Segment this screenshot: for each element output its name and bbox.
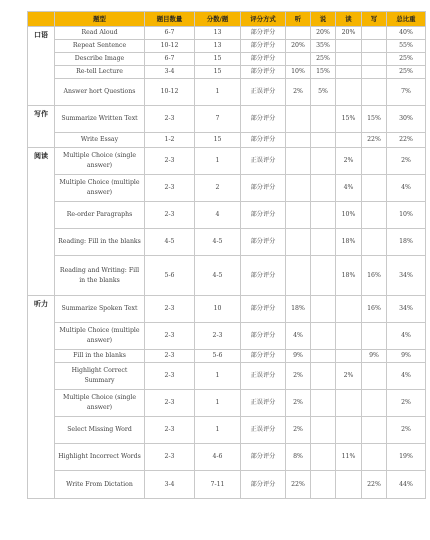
score-per-question-cell: 2-3 xyxy=(195,323,241,350)
reading-cell xyxy=(336,133,362,148)
writing-cell xyxy=(362,53,387,66)
question-count-cell: 5-6 xyxy=(145,256,195,296)
listening-cell: 2% xyxy=(286,390,311,417)
task-cell: Read Aloud xyxy=(55,27,145,40)
score-per-question-cell: 4-5 xyxy=(195,256,241,296)
total-weight-cell: 25% xyxy=(387,53,426,66)
listening-cell: 10% xyxy=(286,66,311,79)
total-weight-cell: 10% xyxy=(387,202,426,229)
table-row xyxy=(28,350,426,363)
question-count-cell: 2-3 xyxy=(145,296,195,323)
question-count-cell: 2-3 xyxy=(145,417,195,444)
speaking-cell: 15% xyxy=(311,66,336,79)
task-cell: Summarize Written Text xyxy=(55,106,145,133)
writing-cell xyxy=(362,202,387,229)
listening-cell xyxy=(286,256,311,296)
table-row xyxy=(28,79,426,106)
table-container xyxy=(27,11,426,499)
writing-cell xyxy=(362,390,387,417)
task-cell: Multiple Choice (multiple answer) xyxy=(55,323,145,350)
total-weight-cell: 34% xyxy=(387,296,426,323)
scoring-method-cell: 部分评分 xyxy=(241,175,286,202)
total-weight-cell: 25% xyxy=(387,66,426,79)
question-count-cell: 2-3 xyxy=(145,175,195,202)
score-per-question-cell: 15 xyxy=(195,66,241,79)
reading-cell: 2% xyxy=(336,148,362,175)
score-per-question-cell: 15 xyxy=(195,133,241,148)
listening-cell: 22% xyxy=(286,471,311,499)
scoring-method-cell: 部分评分 xyxy=(241,40,286,53)
total-weight-cell: 9% xyxy=(387,350,426,363)
listening-cell xyxy=(286,27,311,40)
speaking-cell xyxy=(311,148,336,175)
task-cell: Highlight Incorrect Words xyxy=(55,444,145,471)
score-per-question-cell: 15 xyxy=(195,53,241,66)
task-cell: Write Essay xyxy=(55,133,145,148)
reading-cell: 10% xyxy=(336,202,362,229)
writing-cell: 22% xyxy=(362,133,387,148)
listening-cell xyxy=(286,133,311,148)
question-count-cell: 3-4 xyxy=(145,66,195,79)
header-total-weight: 总比重 xyxy=(387,12,426,27)
speaking-cell xyxy=(311,133,336,148)
table-row xyxy=(28,417,426,444)
table-row xyxy=(28,66,426,79)
listening-cell: 2% xyxy=(286,363,311,390)
score-per-question-cell: 7 xyxy=(195,106,241,133)
scoring-method-cell: 部分评分 xyxy=(241,202,286,229)
total-weight-cell: 44% xyxy=(387,471,426,499)
writing-cell xyxy=(362,444,387,471)
task-cell: Summarize Spoken Text xyxy=(55,296,145,323)
speaking-cell xyxy=(311,256,336,296)
task-cell: Fill in the blanks xyxy=(55,350,145,363)
speaking-cell xyxy=(311,175,336,202)
writing-cell xyxy=(362,175,387,202)
question-count-cell: 6-7 xyxy=(145,53,195,66)
reading-cell xyxy=(336,296,362,323)
reading-cell: 18% xyxy=(336,256,362,296)
scoring-method-cell: 部分评分 xyxy=(241,256,286,296)
total-weight-cell: 19% xyxy=(387,444,426,471)
task-cell: Multiple Choice (single answer) xyxy=(55,148,145,175)
score-per-question-cell: 7-11 xyxy=(195,471,241,499)
writing-cell xyxy=(362,229,387,256)
total-weight-cell: 2% xyxy=(387,417,426,444)
question-count-cell: 2-3 xyxy=(145,390,195,417)
table-row xyxy=(28,323,426,350)
speaking-cell xyxy=(311,323,336,350)
reading-cell xyxy=(336,350,362,363)
total-weight-cell: 4% xyxy=(387,363,426,390)
total-weight-cell: 7% xyxy=(387,79,426,106)
reading-cell xyxy=(336,66,362,79)
writing-cell xyxy=(362,417,387,444)
scoring-method-cell: 部分评分 xyxy=(241,471,286,499)
speaking-cell: 25% xyxy=(311,53,336,66)
pte-score-table xyxy=(27,11,426,499)
scoring-method-cell: 部分评分 xyxy=(241,350,286,363)
table-row xyxy=(28,471,426,499)
listening-cell xyxy=(286,106,311,133)
total-weight-cell: 2% xyxy=(387,148,426,175)
speaking-cell: 35% xyxy=(311,40,336,53)
table-row xyxy=(28,175,426,202)
score-per-question-cell: 13 xyxy=(195,40,241,53)
listening-cell: 4% xyxy=(286,323,311,350)
score-per-question-cell: 13 xyxy=(195,27,241,40)
listening-cell xyxy=(286,53,311,66)
listening-cell: 20% xyxy=(286,40,311,53)
question-count-cell: 2-3 xyxy=(145,202,195,229)
header-task-type: 题型 xyxy=(55,12,145,27)
speaking-cell xyxy=(311,229,336,256)
question-count-cell: 3-4 xyxy=(145,471,195,499)
header-row xyxy=(28,12,426,27)
listening-cell: 2% xyxy=(286,79,311,106)
score-per-question-cell: 1 xyxy=(195,79,241,106)
scoring-method-cell: 正误评分 xyxy=(241,417,286,444)
section-label: 写作 xyxy=(28,106,55,148)
score-per-question-cell: 1 xyxy=(195,390,241,417)
task-cell: Repeat Sentence xyxy=(55,40,145,53)
table-row xyxy=(28,148,426,175)
score-per-question-cell: 2 xyxy=(195,175,241,202)
writing-cell: 16% xyxy=(362,296,387,323)
task-cell: Re-tell Lecture xyxy=(55,66,145,79)
scoring-method-cell: 部分评分 xyxy=(241,133,286,148)
listening-cell: 2% xyxy=(286,417,311,444)
task-cell: Reading and Writing: Fill in the blanks xyxy=(55,256,145,296)
task-cell: Write From Dictation xyxy=(55,471,145,499)
writing-cell: 15% xyxy=(362,106,387,133)
question-count-cell: 10-12 xyxy=(145,79,195,106)
writing-cell: 9% xyxy=(362,350,387,363)
scoring-method-cell: 正误评分 xyxy=(241,390,286,417)
table-row xyxy=(28,229,426,256)
task-cell: Multiple Choice (single answer) xyxy=(55,390,145,417)
reading-cell xyxy=(336,471,362,499)
question-count-cell: 2-3 xyxy=(145,363,195,390)
listening-cell xyxy=(286,229,311,256)
scoring-method-cell: 正误评分 xyxy=(241,363,286,390)
question-count-cell: 2-3 xyxy=(145,350,195,363)
scoring-method-cell: 正误评分 xyxy=(241,79,286,106)
writing-cell xyxy=(362,323,387,350)
score-per-question-cell: 4-6 xyxy=(195,444,241,471)
question-count-cell: 6-7 xyxy=(145,27,195,40)
header-reading: 读 xyxy=(336,12,362,27)
table-row xyxy=(28,106,426,133)
question-count-cell: 2-3 xyxy=(145,444,195,471)
writing-cell xyxy=(362,66,387,79)
reading-cell: 18% xyxy=(336,229,362,256)
speaking-cell xyxy=(311,350,336,363)
table-row xyxy=(28,296,426,323)
total-weight-cell: 40% xyxy=(387,27,426,40)
writing-cell xyxy=(362,79,387,106)
question-count-cell: 10-12 xyxy=(145,40,195,53)
table-row xyxy=(28,363,426,390)
total-weight-cell: 30% xyxy=(387,106,426,133)
total-weight-cell: 4% xyxy=(387,175,426,202)
writing-cell: 22% xyxy=(362,471,387,499)
score-per-question-cell: 1 xyxy=(195,148,241,175)
scoring-method-cell: 部分评分 xyxy=(241,27,286,40)
reading-cell: 20% xyxy=(336,27,362,40)
listening-cell: 18% xyxy=(286,296,311,323)
table-row xyxy=(28,444,426,471)
task-cell: Multiple Choice (multiple answer) xyxy=(55,175,145,202)
scoring-method-cell: 部分评分 xyxy=(241,229,286,256)
total-weight-cell: 22% xyxy=(387,133,426,148)
header-score-per-question: 分数/题 xyxy=(195,12,241,27)
task-cell: Reading: Fill in the blanks xyxy=(55,229,145,256)
total-weight-cell: 34% xyxy=(387,256,426,296)
speaking-cell xyxy=(311,296,336,323)
section-label: 听力 xyxy=(28,296,55,499)
writing-cell xyxy=(362,40,387,53)
writing-cell xyxy=(362,27,387,40)
speaking-cell xyxy=(311,444,336,471)
speaking-cell xyxy=(311,363,336,390)
writing-cell xyxy=(362,363,387,390)
reading-cell xyxy=(336,417,362,444)
header-writing: 写 xyxy=(362,12,387,27)
speaking-cell xyxy=(311,417,336,444)
table-row xyxy=(28,53,426,66)
task-cell: Select Missing Word xyxy=(55,417,145,444)
score-per-question-cell: 4 xyxy=(195,202,241,229)
total-weight-cell: 2% xyxy=(387,390,426,417)
score-per-question-cell: 10 xyxy=(195,296,241,323)
score-per-question-cell: 4-5 xyxy=(195,229,241,256)
reading-cell xyxy=(336,323,362,350)
scoring-method-cell: 部分评分 xyxy=(241,106,286,133)
task-cell: Answer hort Questions xyxy=(55,79,145,106)
listening-cell xyxy=(286,175,311,202)
question-count-cell: 2-3 xyxy=(145,148,195,175)
listening-cell: 8% xyxy=(286,444,311,471)
reading-cell: 15% xyxy=(336,106,362,133)
reading-cell xyxy=(336,40,362,53)
header-section xyxy=(28,12,55,27)
reading-cell xyxy=(336,390,362,417)
reading-cell xyxy=(336,79,362,106)
total-weight-cell: 55% xyxy=(387,40,426,53)
table-row xyxy=(28,133,426,148)
reading-cell: 4% xyxy=(336,175,362,202)
question-count-cell: 4-5 xyxy=(145,229,195,256)
listening-cell xyxy=(286,148,311,175)
speaking-cell xyxy=(311,390,336,417)
listening-cell: 9% xyxy=(286,350,311,363)
listening-cell xyxy=(286,202,311,229)
table-row xyxy=(28,40,426,53)
section-label: 口语 xyxy=(28,27,55,106)
header-question-count: 题目数量 xyxy=(145,12,195,27)
speaking-cell xyxy=(311,106,336,133)
section-label: 阅读 xyxy=(28,148,55,296)
speaking-cell: 20% xyxy=(311,27,336,40)
question-count-cell: 2-3 xyxy=(145,323,195,350)
table-row xyxy=(28,202,426,229)
question-count-cell: 1-2 xyxy=(145,133,195,148)
scoring-method-cell: 部分评分 xyxy=(241,53,286,66)
scoring-method-cell: 部分评分 xyxy=(241,323,286,350)
task-cell: Describe Image xyxy=(55,53,145,66)
scoring-method-cell: 正误评分 xyxy=(241,148,286,175)
score-per-question-cell: 1 xyxy=(195,363,241,390)
task-cell: Re-order Paragraphs xyxy=(55,202,145,229)
speaking-cell xyxy=(311,471,336,499)
header-speaking: 说 xyxy=(311,12,336,27)
header-listening: 听 xyxy=(286,12,311,27)
speaking-cell: 5% xyxy=(311,79,336,106)
reading-cell xyxy=(336,53,362,66)
writing-cell xyxy=(362,148,387,175)
scoring-method-cell: 部分评分 xyxy=(241,296,286,323)
total-weight-cell: 4% xyxy=(387,323,426,350)
header-scoring-method: 评分方式 xyxy=(241,12,286,27)
scoring-method-cell: 部分评分 xyxy=(241,66,286,79)
score-per-question-cell: 1 xyxy=(195,417,241,444)
table-row xyxy=(28,27,426,40)
question-count-cell: 2-3 xyxy=(145,106,195,133)
reading-cell: 2% xyxy=(336,363,362,390)
speaking-cell xyxy=(311,202,336,229)
table-row xyxy=(28,390,426,417)
score-per-question-cell: 5-6 xyxy=(195,350,241,363)
total-weight-cell: 18% xyxy=(387,229,426,256)
writing-cell: 16% xyxy=(362,256,387,296)
reading-cell: 11% xyxy=(336,444,362,471)
table-row xyxy=(28,256,426,296)
task-cell: Highlight Correct Summary xyxy=(55,363,145,390)
scoring-method-cell: 部分评分 xyxy=(241,444,286,471)
